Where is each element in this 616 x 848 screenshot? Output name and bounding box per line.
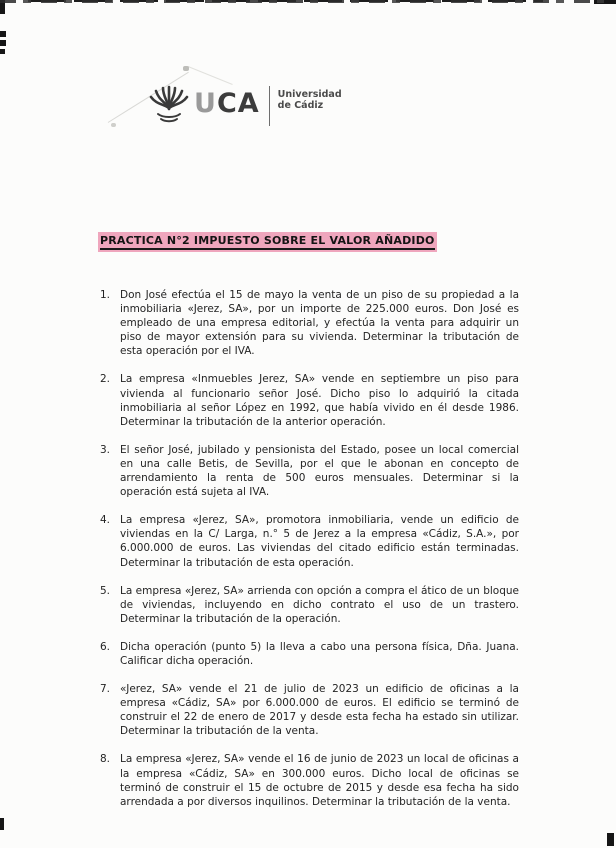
scan-bottom-right-mark [607, 833, 614, 846]
scan-left-mark [0, 40, 6, 46]
item-number: 6. [100, 640, 111, 653]
item-text: La empresa «Jerez, SA» arrienda con opción a compra el ático de un bloque de viviendas, incluyendo en dicho contrato el uso de un trastero. Determinar la tributación de la operación. [120, 584, 519, 625]
item-number: 7. [100, 683, 111, 696]
item-text: La empresa «Inmuebles Jerez, SA» vende en septiembre un piso para vivienda al funcionario señor José. Dicho piso lo adquirió la citada inmobiliaria al señor López en 1992, que había vivido en él desde 1986. Determinar la tributación de la anterior operación. [120, 373, 519, 428]
uca-logo [148, 84, 342, 126]
exercise-item-7 [100, 682, 519, 738]
uca-wordmark [194, 84, 260, 124]
item-number: 8. [100, 753, 111, 766]
uca-letter-u: U [194, 88, 217, 119]
item-text: La empresa «Jerez, SA», promotora inmobiliaria, vende un edificio de viviendas en la C/ Larga, n.° 5 de Jerez a la empresa «Cádiz, S.A.», por 6.000.000 de euros. Las viviendas del citado edificio están terminadas. Determinar la tributación de esta operación. [120, 514, 519, 569]
exercise-item-2 [100, 372, 519, 428]
item-text: La empresa «Jerez, SA» vende el 16 de junio de 2023 un local de oficinas a la empresa «Cádiz, SA» en 300.000 euros. Dicho local de oficinas se terminó de construir el 15 de octubre de 2015 y desde esa fecha ha sido arrendada a por diversos inquilinos. Determinar la tributación de la venta. [120, 753, 519, 808]
university-name-line2: de Cádiz [277, 100, 324, 111]
item-number: 4. [100, 514, 111, 527]
item-number: 2. [100, 373, 111, 386]
university-name-line1: Universidad [277, 89, 342, 100]
item-text: Don José efectúa el 15 de mayo la venta de un piso de su propiedad a la inmobiliaria «Jerez, SA», por un importe de 225.000 euros. Don José es empleado de una empresa editorial, y efectúa la venta para adquirir un piso de mayor extensión para su vivienda. Determinar la tributación de esta operación por el IVA. [120, 289, 519, 358]
scan-bottom-edge-line [0, 0, 604, 3]
item-number: 3. [100, 443, 111, 456]
title-wrap [100, 229, 435, 248]
item-text: Dicha operación (punto 5) la lleva a cabo una persona física, Dña. Juana. Calificar dicha operación. [120, 640, 519, 667]
uca-letters-ca: CA [216, 88, 260, 119]
item-number: 5. [100, 584, 111, 597]
exercise-item-8 [100, 752, 519, 808]
exercise-item-1 [100, 288, 519, 358]
logo-divider [269, 86, 270, 126]
scan-left-mark [0, 31, 6, 37]
scan-left-mark [0, 818, 4, 830]
exercise-list [100, 288, 519, 823]
university-name [278, 84, 342, 111]
exercise-item-3 [100, 443, 519, 499]
scan-left-mark [0, 49, 5, 54]
exercise-item-5 [100, 584, 519, 626]
pencil-scribble [111, 123, 116, 127]
pencil-scribble [183, 66, 189, 71]
uca-bird-emblem-icon [148, 84, 190, 124]
pencil-scribble [188, 66, 233, 85]
item-number: 1. [100, 289, 111, 301]
exercise-item-4 [100, 513, 519, 569]
item-text: «Jerez, SA» vende el 21 de julio de 2023 un edificio de oficinas a la empresa «Cádiz, SA» por 6.000.000 de euros. El edificio se terminó de construir el 22 de enero de 2017 y desde esta fecha ha estado sin utilizar. Determinar la tributación de la venta. [120, 683, 519, 738]
exercise-item-6 [100, 640, 519, 668]
item-text: El señor José, jubilado y pensionista del Estado, posee un local comercial en una calle Betis, de Sevilla, por el que le abonan en concepto de arrendamiento la renta de 500 euros mensuales. Determinar si la operación está sujeta al IVA. [120, 443, 519, 499]
page-title: PRACTICA N°2 IMPUESTO SOBRE EL VALOR AÑADIDO [100, 234, 435, 250]
